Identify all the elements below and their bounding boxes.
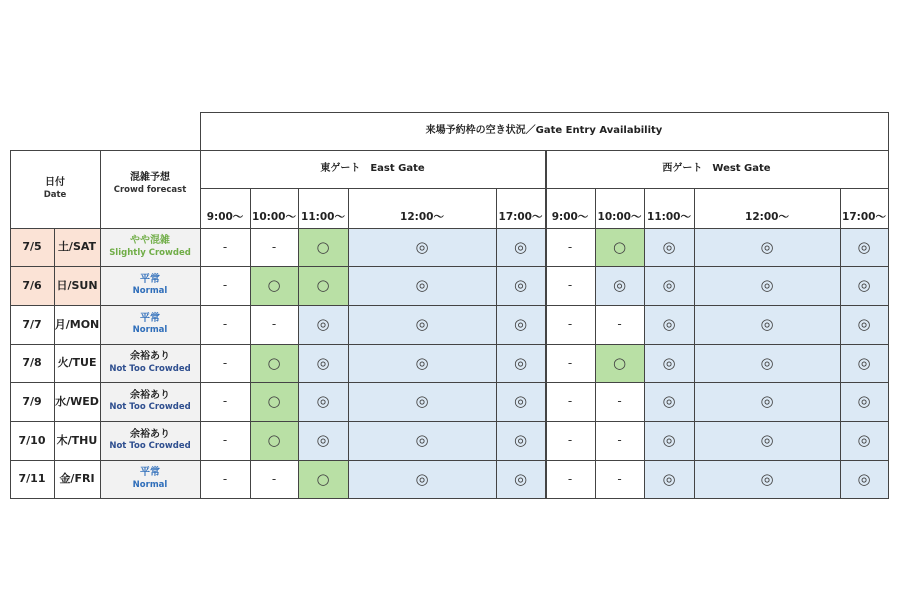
dash-icon: - xyxy=(567,278,573,292)
crowd-forecast-en: Not Too Crowded xyxy=(109,402,191,413)
weekday-cell: 金/FRI xyxy=(54,460,100,498)
weekday-cell: 水/WED xyxy=(54,382,100,421)
crowd-forecast-en: Normal xyxy=(132,479,168,490)
east-gate-slot-cell xyxy=(200,266,250,305)
double-circle-icon: ◎ xyxy=(760,353,774,372)
crowd-forecast-jp: やや混雑 xyxy=(130,235,170,247)
double-circle-icon: ◎ xyxy=(857,315,871,334)
grid-line xyxy=(54,228,55,499)
crowd-forecast-cell xyxy=(100,382,200,421)
grid-line xyxy=(10,460,889,461)
west-gate-slot-cell xyxy=(545,228,595,266)
dash-icon: - xyxy=(271,239,277,254)
double-circle-icon: ◎ xyxy=(760,469,774,488)
east-gate-slot-cell xyxy=(250,266,298,305)
west-gate-slot-cell xyxy=(840,382,888,421)
double-circle-icon: ◎ xyxy=(316,353,330,372)
west-gate-slot-cell xyxy=(595,460,644,498)
west-gate-slot-cell xyxy=(595,305,644,344)
date-cell: 7/5 xyxy=(10,228,54,266)
crowd-column-header xyxy=(100,150,200,228)
west-gate-slot-cell xyxy=(545,421,595,460)
double-circle-icon: ◎ xyxy=(760,276,774,295)
dash-icon: - xyxy=(567,239,573,254)
grid-line xyxy=(10,498,889,499)
east-gate-slot-cell xyxy=(200,421,250,460)
grid-line xyxy=(644,188,645,499)
double-circle-icon: ◎ xyxy=(662,237,676,256)
grid-line xyxy=(10,305,889,306)
weekday-cell: 日/SUN xyxy=(54,266,100,305)
circle-icon: ○ xyxy=(267,431,281,450)
west-gate-slot-cell xyxy=(840,344,888,382)
west-gate-slot-cell xyxy=(595,382,644,421)
crowd-header-en: Crowd forecast xyxy=(113,184,187,195)
double-circle-icon: ◎ xyxy=(662,469,676,488)
grid-line xyxy=(200,112,889,113)
grid-line xyxy=(545,150,547,499)
east-gate-slot-cell xyxy=(348,305,496,344)
crowd-forecast-cell xyxy=(100,421,200,460)
west-gate-header: 西ゲート West Gate xyxy=(662,162,771,174)
dash-icon: - xyxy=(222,239,228,254)
crowd-forecast-en: Normal xyxy=(132,286,168,297)
double-circle-icon: ◎ xyxy=(415,469,429,488)
east-gate-slot-cell xyxy=(348,421,496,460)
west-time-slot-header: 11:00～ xyxy=(647,210,691,223)
east-gate-slot-cell xyxy=(348,344,496,382)
grid-line xyxy=(200,112,201,499)
crowd-forecast-jp: 平常 xyxy=(140,312,160,324)
west-gate-slot-cell xyxy=(694,344,840,382)
east-gate-slot-cell xyxy=(200,344,250,382)
grid-line xyxy=(348,188,349,499)
grid-line xyxy=(840,188,841,499)
east-gate-slot-cell xyxy=(250,421,298,460)
west-gate-slot-cell xyxy=(545,460,595,498)
circle-icon: ○ xyxy=(612,237,627,256)
west-gate-slot-cell xyxy=(840,305,888,344)
east-gate-slot-cell xyxy=(298,460,348,498)
west-gate-slot-cell xyxy=(694,266,840,305)
weekday-cell: 木/THU xyxy=(54,421,100,460)
crowd-forecast-cell xyxy=(100,305,200,344)
west-gate-slot-cell xyxy=(595,266,644,305)
double-circle-icon: ◎ xyxy=(415,392,429,411)
east-gate-slot-cell xyxy=(496,382,545,421)
double-circle-icon: ◎ xyxy=(662,353,676,372)
double-circle-icon: ◎ xyxy=(612,276,627,295)
crowd-forecast-en: Slightly Crowded xyxy=(109,247,191,258)
double-circle-icon: ◎ xyxy=(662,276,676,295)
circle-icon: ○ xyxy=(316,276,330,295)
grid-line xyxy=(10,344,889,345)
circle-icon: ○ xyxy=(316,237,330,256)
double-circle-icon: ◎ xyxy=(513,392,528,411)
west-gate-slot-cell xyxy=(644,382,694,421)
circle-icon: ○ xyxy=(267,276,281,295)
grid-line xyxy=(595,188,596,499)
date-cell: 7/10 xyxy=(10,421,54,460)
east-gate-slot-cell xyxy=(348,228,496,266)
crowd-forecast-cell xyxy=(100,460,200,498)
east-gate-slot-cell xyxy=(200,228,250,266)
west-gate-slot-cell xyxy=(694,305,840,344)
west-gate-slot-cell xyxy=(694,382,840,421)
dash-icon: - xyxy=(222,278,228,292)
crowd-forecast-en: Not Too Crowded xyxy=(109,363,191,374)
grid-line xyxy=(10,150,11,499)
east-gate-slot-cell xyxy=(250,344,298,382)
double-circle-icon: ◎ xyxy=(857,237,871,256)
west-time-slot-header: 12:00～ xyxy=(745,210,789,223)
double-circle-icon: ◎ xyxy=(513,237,528,256)
west-gate-slot-cell xyxy=(644,421,694,460)
grid-line xyxy=(10,266,889,267)
east-gate-slot-cell xyxy=(496,228,545,266)
east-gate-slot-cell xyxy=(200,305,250,344)
dash-icon: - xyxy=(567,394,573,408)
double-circle-icon: ◎ xyxy=(513,353,528,372)
double-circle-icon: ◎ xyxy=(415,431,429,450)
date-cell: 7/8 xyxy=(10,344,54,382)
east-gate-slot-cell xyxy=(348,266,496,305)
east-gate-slot-cell xyxy=(250,228,298,266)
crowd-forecast-en: Not Too Crowded xyxy=(109,441,191,452)
crowd-forecast-jp: 余裕あり xyxy=(130,389,170,401)
double-circle-icon: ◎ xyxy=(415,353,429,372)
dash-icon: - xyxy=(271,317,277,331)
date-cell: 7/7 xyxy=(10,305,54,344)
crowd-forecast-jp: 余裕あり xyxy=(130,351,170,363)
grid-line xyxy=(298,188,299,499)
grid-line xyxy=(888,112,889,499)
east-gate-slot-cell xyxy=(298,344,348,382)
double-circle-icon: ◎ xyxy=(316,431,330,450)
west-gate-slot-cell xyxy=(840,421,888,460)
weekday-cell: 月/MON xyxy=(54,305,100,344)
crowd-header-jp: 混雑予想 xyxy=(130,172,170,183)
east-time-slot-header: 9:00～ xyxy=(206,210,244,223)
double-circle-icon: ◎ xyxy=(415,276,429,295)
east-gate-slot-cell xyxy=(348,382,496,421)
grid-line xyxy=(10,150,889,151)
double-circle-icon: ◎ xyxy=(760,237,774,256)
double-circle-icon: ◎ xyxy=(415,315,429,334)
west-gate-slot-cell xyxy=(840,228,888,266)
double-circle-icon: ◎ xyxy=(857,431,871,450)
dash-icon: - xyxy=(222,394,228,408)
dash-icon: - xyxy=(567,317,573,331)
dash-icon: - xyxy=(617,471,622,486)
double-circle-icon: ◎ xyxy=(513,469,528,488)
east-gate-slot-cell xyxy=(496,344,545,382)
double-circle-icon: ◎ xyxy=(513,431,528,450)
west-gate-slot-cell xyxy=(545,382,595,421)
east-gate-slot-cell xyxy=(298,228,348,266)
east-gate-slot-cell xyxy=(250,305,298,344)
circle-icon: ○ xyxy=(267,392,281,411)
crowd-forecast-cell xyxy=(100,344,200,382)
grid-line xyxy=(250,188,251,499)
date-cell: 7/9 xyxy=(10,382,54,421)
weekday-cell: 火/TUE xyxy=(54,344,100,382)
double-circle-icon: ◎ xyxy=(857,276,871,295)
dash-icon: - xyxy=(617,317,622,331)
crowd-forecast-cell xyxy=(100,266,200,305)
east-gate-slot-cell xyxy=(250,460,298,498)
west-gate-slot-cell xyxy=(595,421,644,460)
west-gate-slot-cell xyxy=(644,460,694,498)
west-gate-slot-cell xyxy=(595,344,644,382)
west-time-slot-header: 17:00～ xyxy=(842,210,886,223)
dash-icon: - xyxy=(222,471,228,486)
grid-line xyxy=(694,188,695,499)
crowd-forecast-jp: 平常 xyxy=(140,273,160,285)
double-circle-icon: ◎ xyxy=(513,276,528,295)
dash-icon: - xyxy=(222,355,228,370)
circle-icon: ○ xyxy=(316,469,330,488)
east-gate-slot-cell xyxy=(496,460,545,498)
west-gate-slot-cell xyxy=(644,228,694,266)
west-gate-slot-cell xyxy=(644,305,694,344)
west-time-slot-header: 9:00～ xyxy=(551,210,589,223)
west-gate-slot-cell xyxy=(545,344,595,382)
east-gate-slot-cell xyxy=(250,382,298,421)
west-gate-slot-cell xyxy=(595,228,644,266)
double-circle-icon: ◎ xyxy=(662,392,676,411)
grid-line xyxy=(10,382,889,383)
east-gate-header: 東ゲート East Gate xyxy=(320,162,425,174)
west-gate-slot-cell xyxy=(840,460,888,498)
dash-icon: - xyxy=(617,394,622,408)
circle-icon: ○ xyxy=(267,353,281,372)
west-gate-slot-cell xyxy=(694,228,840,266)
grid-line xyxy=(10,228,889,229)
double-circle-icon: ◎ xyxy=(415,237,429,256)
crowd-forecast-jp: 平常 xyxy=(140,467,160,479)
double-circle-icon: ◎ xyxy=(760,431,774,450)
east-gate-slot-cell xyxy=(200,382,250,421)
west-gate-slot-cell xyxy=(840,266,888,305)
east-gate-slot-cell xyxy=(348,460,496,498)
east-gate-slot-cell xyxy=(298,266,348,305)
crowd-forecast-en: Normal xyxy=(132,325,168,336)
double-circle-icon: ◎ xyxy=(513,315,528,334)
double-circle-icon: ◎ xyxy=(316,315,330,334)
table-title: 来場予約枠の空き状況／Gate Entry Availability xyxy=(425,124,663,136)
grid-line xyxy=(100,150,101,499)
east-gate-slot-cell xyxy=(200,460,250,498)
dash-icon: - xyxy=(567,355,573,370)
east-gate-slot-cell xyxy=(496,266,545,305)
date-header-jp: 日付 xyxy=(45,177,65,189)
west-gate-slot-cell xyxy=(644,266,694,305)
east-time-slot-header: 11:00～ xyxy=(301,210,345,223)
dash-icon: - xyxy=(222,433,228,447)
double-circle-icon: ◎ xyxy=(316,392,330,411)
date-cell: 7/11 xyxy=(10,460,54,498)
east-time-slot-header: 10:00～ xyxy=(252,210,296,223)
date-header-en: Date xyxy=(43,189,67,200)
date-column-header xyxy=(10,150,100,228)
west-gate-slot-cell xyxy=(644,344,694,382)
east-time-slot-header: 12:00～ xyxy=(400,210,444,223)
dash-icon: - xyxy=(567,471,573,486)
dash-icon: - xyxy=(567,433,573,447)
crowd-forecast-jp: 余裕あり xyxy=(130,428,170,440)
dash-icon: - xyxy=(222,317,228,331)
grid-line xyxy=(10,421,889,422)
east-gate-slot-cell xyxy=(298,421,348,460)
weekday-cell: 土/SAT xyxy=(54,228,100,266)
double-circle-icon: ◎ xyxy=(662,315,676,334)
east-time-slot-header: 17:00～ xyxy=(498,210,543,223)
west-gate-slot-cell xyxy=(545,305,595,344)
crowd-forecast-cell xyxy=(100,228,200,266)
double-circle-icon: ◎ xyxy=(857,392,871,411)
west-gate-slot-cell xyxy=(694,460,840,498)
double-circle-icon: ◎ xyxy=(760,392,774,411)
date-cell: 7/6 xyxy=(10,266,54,305)
west-gate-slot-cell xyxy=(694,421,840,460)
west-gate-slot-cell xyxy=(545,266,595,305)
dash-icon: - xyxy=(271,471,277,486)
double-circle-icon: ◎ xyxy=(662,431,676,450)
east-gate-slot-cell xyxy=(298,305,348,344)
east-gate-slot-cell xyxy=(496,305,545,344)
east-gate-slot-cell xyxy=(298,382,348,421)
grid-line xyxy=(496,188,497,499)
double-circle-icon: ◎ xyxy=(760,315,774,334)
double-circle-icon: ◎ xyxy=(857,353,871,372)
double-circle-icon: ◎ xyxy=(857,469,871,488)
west-time-slot-header: 10:00～ xyxy=(597,210,642,223)
dash-icon: - xyxy=(617,433,622,447)
circle-icon: ○ xyxy=(612,353,627,372)
east-gate-slot-cell xyxy=(496,421,545,460)
